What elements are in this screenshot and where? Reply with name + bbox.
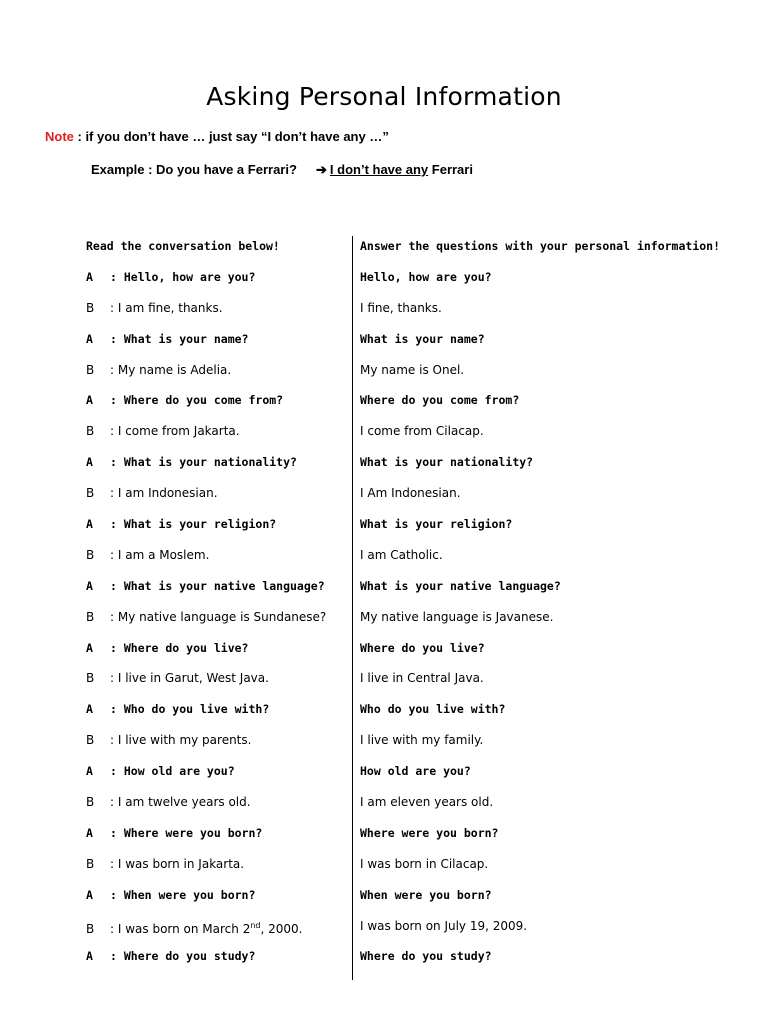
line-text: : I was born in Jakarta. [110, 856, 245, 871]
conversation-line [86, 639, 346, 670]
question-line: What is your native language? [360, 578, 561, 593]
answer-line: I live in Central Java. [360, 671, 484, 686]
answer-line: I am eleven years old. [360, 795, 494, 810]
speaker-label: A [86, 393, 93, 408]
conversation-line [86, 917, 346, 948]
line-text: : What is your nationality? [110, 455, 297, 470]
line-text: : I was born on March 2 [110, 921, 251, 936]
answer-line: I am Catholic. [360, 547, 443, 562]
line-text: : Who do you live with? [110, 702, 270, 717]
answer-line: I fine, thanks. [360, 300, 442, 315]
speaker-label: B [86, 795, 95, 810]
line-text: : What is your religion? [110, 517, 277, 532]
speaker-label: B [86, 733, 95, 748]
speaker-label: B [86, 547, 95, 562]
speaker-label: B [86, 671, 95, 686]
speaker-label: A [86, 331, 93, 346]
line-text: : I am twelve years old. [110, 795, 251, 810]
question-line: Where do you live? [360, 640, 485, 655]
question-line: How old are you? [360, 764, 471, 779]
example-answer-rest: Ferrari [428, 162, 473, 177]
line-text-end: , 2000. [260, 921, 303, 936]
example-line [91, 162, 691, 177]
right-arrow-icon: ➔ [316, 162, 327, 177]
answer-line: My native language is Javanese. [360, 609, 554, 624]
note-text: : if you don’t have … just say “I don’t have any …” [73, 129, 389, 144]
speaker-label: A [86, 269, 93, 284]
conversation-line [86, 330, 346, 361]
page-title: Asking Personal Information [206, 82, 562, 111]
speaker-label: B [86, 609, 95, 624]
line-text: : I come from Jakarta. [110, 424, 240, 439]
line-text: : I live with my parents. [110, 733, 252, 748]
conversation-line [86, 268, 346, 299]
line-text: : Hello, how are you? [110, 269, 256, 284]
conversation-line [86, 515, 346, 546]
conversation-line [86, 546, 346, 577]
line-text: : How old are you? [110, 764, 235, 779]
line-text: : My native language is Sundanese? [110, 609, 327, 624]
conversation-line [86, 453, 346, 484]
conversation-line [86, 669, 346, 700]
speaker-label: B [86, 300, 95, 315]
question-line: Where do you come from? [360, 393, 520, 408]
line-text: : Where do you study? [110, 949, 256, 964]
conversation-header: Read the conversation below! [86, 239, 280, 253]
question-line: Where were you born? [360, 825, 499, 840]
conversation-line [86, 762, 346, 793]
answer-line: I was born in Cilacap. [360, 856, 489, 871]
note-line [45, 129, 389, 144]
conversation-line [86, 855, 346, 886]
example-answer-underlined: I don’t have any [329, 162, 429, 177]
conversation-line [86, 299, 346, 330]
speaker-label: B [86, 362, 95, 377]
conversation-line [86, 886, 346, 917]
speaker-label: A [86, 949, 93, 964]
line-text: : What is your native language? [110, 578, 325, 593]
question-line: Hello, how are you? [360, 269, 492, 284]
speaker-label: A [86, 887, 93, 902]
conversation-line [86, 731, 346, 762]
conversation-line [86, 700, 346, 731]
conversation-line [86, 361, 346, 392]
note-label: Note [45, 129, 74, 144]
line-text: : Where were you born? [110, 825, 263, 840]
question-line: Who do you live with? [360, 702, 506, 717]
example-question: Example : Do you have a Ferrari? [91, 162, 297, 177]
answer-line: I was born on July 19, 2009. [360, 918, 528, 933]
question-line: Where do you study? [360, 949, 492, 964]
speaker-label: B [86, 424, 95, 439]
conversation-line [86, 824, 346, 855]
line-text: : I live in Garut, West Java. [110, 671, 269, 686]
conversation-line [86, 484, 346, 515]
conversation-line [86, 577, 346, 608]
example-answer [316, 162, 473, 178]
speaker-label: A [86, 640, 93, 655]
speaker-label: A [86, 825, 93, 840]
question-line: When were you born? [360, 887, 492, 902]
line-text: : My name is Adelia. [110, 362, 232, 377]
answer-line: I come from Cilacap. [360, 424, 484, 439]
speaker-label: B [86, 921, 95, 936]
line-text: : I am fine, thanks. [110, 300, 223, 315]
question-line: What is your name? [360, 331, 485, 346]
conversation-line [86, 608, 346, 639]
speaker-label: A [86, 764, 93, 779]
line-text: : What is your name? [110, 331, 249, 346]
speaker-label: A [86, 578, 93, 593]
conversation-column [86, 237, 346, 978]
speaker-label: B [86, 856, 95, 871]
ordinal-suffix: nd [250, 920, 261, 930]
speaker-label: B [86, 486, 95, 501]
line-text: : I am Indonesian. [110, 486, 218, 501]
line-text: : Where do you come from? [110, 393, 284, 408]
speaker-label: A [86, 702, 93, 717]
speaker-label: A [86, 517, 93, 532]
speaker-label: A [86, 455, 93, 470]
answer-line: I Am Indonesian. [360, 486, 461, 501]
question-line: What is your nationality? [360, 455, 534, 470]
answer-line: My name is Onel. [360, 362, 465, 377]
line-text: : When were you born? [110, 887, 256, 902]
answers-column [360, 237, 740, 978]
answer-line: I live with my family. [360, 733, 484, 748]
answers-header: Answer the questions with your personal information! [360, 239, 721, 253]
conversation-line [86, 947, 346, 978]
column-divider [352, 236, 353, 980]
question-line: What is your religion? [360, 517, 513, 532]
line-text: : I am a Moslem. [110, 547, 210, 562]
line-text: : Where do you live? [110, 640, 249, 655]
conversation-line [86, 391, 346, 422]
conversation-line [86, 793, 346, 824]
conversation-line [86, 422, 346, 453]
